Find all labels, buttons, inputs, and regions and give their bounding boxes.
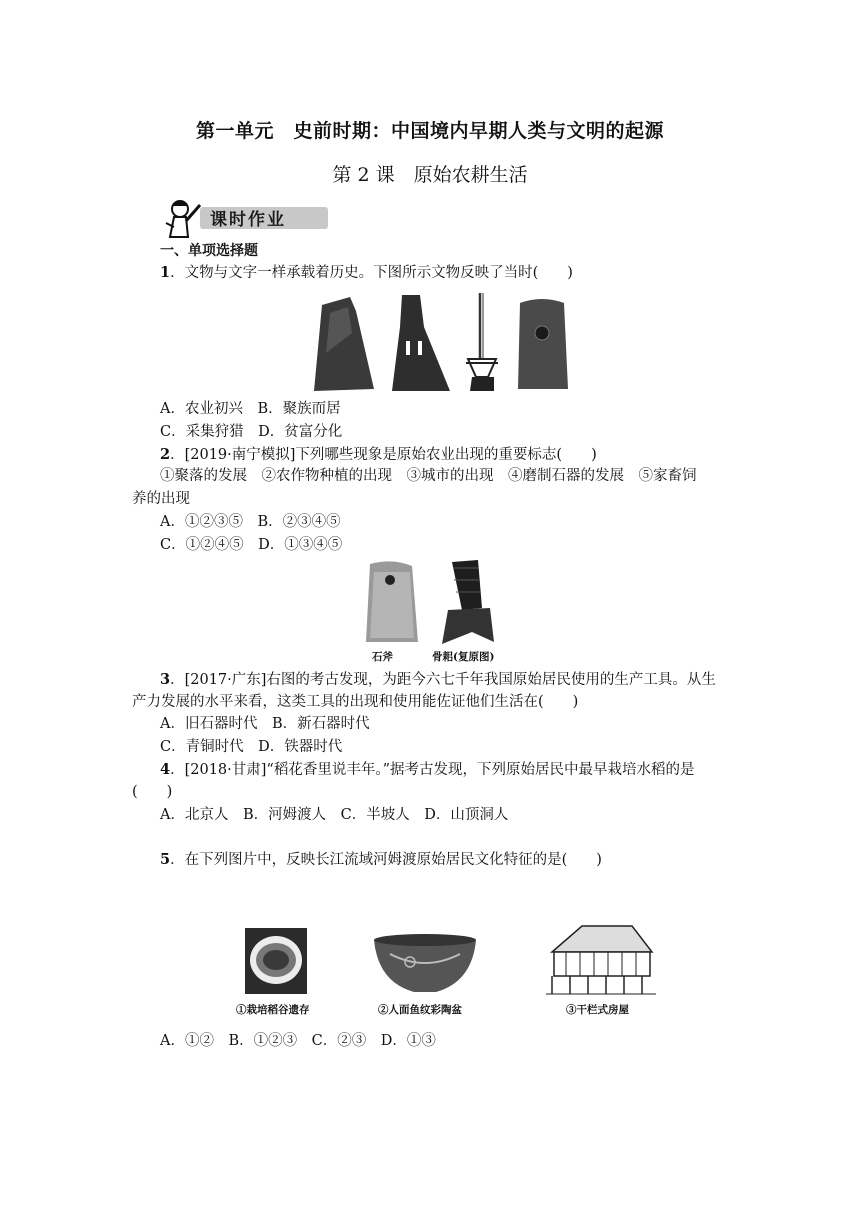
q1-stem xyxy=(160,263,573,283)
q3-options-row1: A．旧石器时代 B．新石器时代 xyxy=(160,716,370,732)
stone-axe-photo xyxy=(366,561,418,642)
q3-stem-row2: 产力发展的水平来看，这类工具的出现和使用能佐证他们生活在( ) xyxy=(132,694,579,710)
unit-title: 第一单元 史前时期：中国境内早期人类与文明的起源 xyxy=(195,120,664,142)
q5-caption-1: ①栽培稻谷遗存 xyxy=(236,1004,310,1016)
q1-text: ．文物与文字一样承载着历史。下图所示文物反映了当时( ) xyxy=(170,265,573,281)
q3-figure-artwork xyxy=(362,558,498,648)
stilt-house-drawing xyxy=(546,926,656,994)
q2-stem xyxy=(160,445,597,465)
bone-spade-artifact xyxy=(392,295,450,391)
q3-options-row2: C．青铜时代 D．铁器时代 xyxy=(160,739,343,755)
q4-options: A．北京人 B．河姆渡人 C．半坡人 D．山顶洞人 xyxy=(160,807,509,823)
q1-artifacts-image xyxy=(312,293,572,395)
q1-options-row2: C．采集狩猎 D．贫富分化 xyxy=(160,424,343,440)
spade-reconstruction-drawing xyxy=(466,293,498,391)
bone-plough-caption: 骨耜(复原图) xyxy=(432,651,495,663)
q4-stem-row2: ( ) xyxy=(132,784,173,800)
q5-figure-artwork xyxy=(230,922,690,998)
rice-grain-remains-photo xyxy=(245,928,307,994)
q3-stem-row1 xyxy=(160,670,716,690)
section-title: 一、单项选择题 xyxy=(160,243,258,259)
stone-hoe-artifact xyxy=(314,297,374,391)
student-writing-icon xyxy=(158,197,206,241)
homework-banner xyxy=(158,197,338,241)
q4-number: 4 xyxy=(160,761,171,778)
lesson-title: 第 2 课 原始农耕生活 xyxy=(332,164,528,186)
q5-caption-2: ②人面鱼纹彩陶盆 xyxy=(378,1004,462,1016)
q5-stem xyxy=(160,850,602,870)
q2-number: 2 xyxy=(160,446,171,463)
painted-pottery-basin-photo xyxy=(374,934,476,992)
banner-label: 课时作业 xyxy=(210,210,286,230)
q1-number: 1 xyxy=(160,264,171,281)
q3-number: 3 xyxy=(160,671,171,688)
q2-options-row2: C．①②④⑤ D．①③④⑤ xyxy=(160,537,343,553)
q5-text: ．在下列图片中，反映长江流域河姆渡原始居民文化特征的是( ) xyxy=(170,852,602,868)
q5-caption-3: ③干栏式房屋 xyxy=(566,1004,629,1016)
q3-figure xyxy=(362,558,498,666)
bone-plough-photo xyxy=(442,560,494,644)
perforated-stone-axe-artifact xyxy=(518,299,568,389)
q5-number: 5 xyxy=(160,851,171,868)
q2-text: ．[2019·南宁模拟]下列哪些现象是原始农业出现的重要标志( ) xyxy=(170,447,597,463)
q1-options-row1: A．农业初兴 B．聚族而居 xyxy=(160,401,341,417)
q2-options-row1: A．①②③⑤ B．②③④⑤ xyxy=(160,514,341,530)
q2-items-row1: ①聚落的发展 ②农作物种植的出现 ③城市的出现 ④磨制石器的发展 ⑤家畜饲 xyxy=(160,468,697,484)
q2-items-row2: 养的出现 xyxy=(132,491,190,507)
q4-text-row1: ．[2018·甘肃]“稻花香里说丰年。”据考古发现，下列原始居民中最早栽培水稻的是 xyxy=(170,762,695,778)
q5-figures xyxy=(230,922,690,1022)
q3-text-row1: ．[2017·广东]右图的考古发现，为距今六七千年我国原始居民使用的生产工具。从生 xyxy=(170,672,716,688)
q4-stem-row1 xyxy=(160,760,695,780)
stone-axe-caption: 石斧 xyxy=(372,651,393,663)
q5-options: A．①② B．①②③ C．②③ D．①③ xyxy=(160,1033,436,1049)
